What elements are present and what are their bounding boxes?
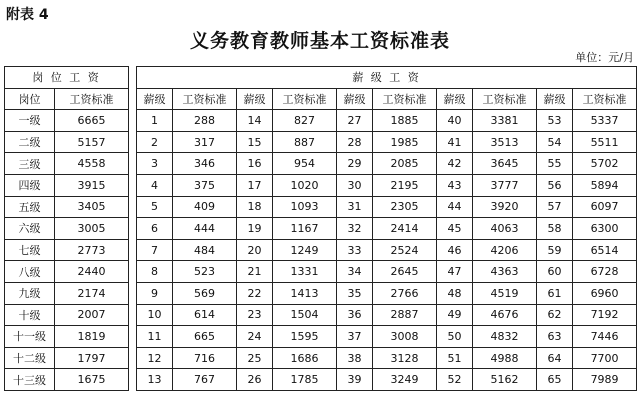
grade-salary-cell: 7192	[573, 304, 637, 326]
grade-salary-cell: 409	[173, 196, 237, 218]
position-name-cell: 十二级	[5, 347, 55, 369]
grade-salary-cell: 3128	[373, 347, 437, 369]
position-name-cell: 七级	[5, 239, 55, 261]
grade-standard-column-header: 工资标准	[373, 88, 437, 110]
grade-number-cell: 35	[337, 282, 373, 304]
grade-number-cell: 36	[337, 304, 373, 326]
position-name-cell: 五级	[5, 196, 55, 218]
grade-row	[137, 196, 637, 218]
position-salary-cell: 3915	[55, 174, 129, 196]
grade-number-cell: 53	[537, 110, 573, 132]
grade-salary-cell: 2195	[373, 174, 437, 196]
grade-row	[137, 326, 637, 348]
grade-salary-cell: 954	[273, 153, 337, 175]
grade-salary-cell: 1249	[273, 239, 337, 261]
grade-number-cell: 55	[537, 153, 573, 175]
grade-number-cell: 10	[137, 304, 173, 326]
grade-salary-cell: 523	[173, 261, 237, 283]
grade-number-cell: 51	[437, 347, 473, 369]
appendix-label: 附表 4	[6, 7, 49, 23]
grade-salary-table	[136, 66, 637, 391]
grade-standard-column-header: 工资标准	[573, 88, 637, 110]
grade-salary-cell: 1331	[273, 261, 337, 283]
position-name-cell: 十级	[5, 304, 55, 326]
position-row	[5, 304, 129, 326]
grade-number-cell: 52	[437, 369, 473, 391]
grade-salary-cell: 4206	[473, 239, 537, 261]
grade-salary-cell: 5702	[573, 153, 637, 175]
grade-number-cell: 50	[437, 326, 473, 348]
grade-salary-cell: 3513	[473, 131, 537, 153]
grade-salary-cell: 4519	[473, 282, 537, 304]
position-row	[5, 110, 129, 132]
grade-number-cell: 18	[237, 196, 273, 218]
grade-salary-cell: 614	[173, 304, 237, 326]
position-name-cell: 九级	[5, 282, 55, 304]
grade-number-cell: 7	[137, 239, 173, 261]
position-row	[5, 218, 129, 240]
grade-number-cell: 37	[337, 326, 373, 348]
grade-salary-cell: 4063	[473, 218, 537, 240]
grade-salary-cell: 1504	[273, 304, 337, 326]
position-row	[5, 239, 129, 261]
grade-column-header: 薪级	[437, 88, 473, 110]
grade-row	[137, 218, 637, 240]
grade-salary-cell: 767	[173, 369, 237, 391]
position-group-header: 岗 位 工 资	[5, 67, 129, 89]
grade-number-cell: 14	[237, 110, 273, 132]
grade-salary-cell: 4676	[473, 304, 537, 326]
position-salary-cell: 3405	[55, 196, 129, 218]
grade-salary-cell: 6960	[573, 282, 637, 304]
grade-salary-cell: 346	[173, 153, 237, 175]
grade-salary-cell: 887	[273, 131, 337, 153]
grade-salary-cell: 1020	[273, 174, 337, 196]
position-name-cell: 八级	[5, 261, 55, 283]
grade-number-cell: 61	[537, 282, 573, 304]
grade-salary-cell: 1785	[273, 369, 337, 391]
page-title: 义务教育教师基本工资标准表	[189, 30, 450, 52]
grade-number-cell: 56	[537, 174, 573, 196]
position-salary-cell: 1675	[55, 369, 129, 391]
grade-number-cell: 4	[137, 174, 173, 196]
grade-salary-cell: 5162	[473, 369, 537, 391]
unit-label: 单位：元/月	[575, 51, 634, 64]
grade-number-cell: 31	[337, 196, 373, 218]
position-salary-cell: 2007	[55, 304, 129, 326]
position-salary-cell: 2773	[55, 239, 129, 261]
grade-number-cell: 1	[137, 110, 173, 132]
grade-number-cell: 9	[137, 282, 173, 304]
grade-salary-cell: 5511	[573, 131, 637, 153]
grade-number-cell: 5	[137, 196, 173, 218]
position-row	[5, 282, 129, 304]
grade-salary-cell: 3381	[473, 110, 537, 132]
grade-number-cell: 45	[437, 218, 473, 240]
grade-salary-cell: 1885	[373, 110, 437, 132]
position-name-cell: 三级	[5, 153, 55, 175]
grade-number-cell: 39	[337, 369, 373, 391]
grade-column-header: 薪级	[237, 88, 273, 110]
position-name-cell: 十三级	[5, 369, 55, 391]
position-name-cell: 一级	[5, 110, 55, 132]
position-salary-cell: 3005	[55, 218, 129, 240]
grade-salary-cell: 1167	[273, 218, 337, 240]
grade-row	[137, 369, 637, 391]
grade-salary-cell: 4363	[473, 261, 537, 283]
grade-number-cell: 19	[237, 218, 273, 240]
grade-salary-cell: 2524	[373, 239, 437, 261]
grade-salary-cell: 2766	[373, 282, 437, 304]
grade-number-cell: 42	[437, 153, 473, 175]
grade-row	[137, 304, 637, 326]
grade-number-cell: 8	[137, 261, 173, 283]
grade-salary-cell: 7989	[573, 369, 637, 391]
position-salary-table	[4, 66, 129, 391]
grade-salary-cell: 1595	[273, 326, 337, 348]
grade-salary-cell: 716	[173, 347, 237, 369]
position-salary-cell: 1797	[55, 347, 129, 369]
grade-number-cell: 29	[337, 153, 373, 175]
grade-number-cell: 33	[337, 239, 373, 261]
grade-number-cell: 25	[237, 347, 273, 369]
grade-salary-cell: 3920	[473, 196, 537, 218]
grade-salary-cell: 6728	[573, 261, 637, 283]
grade-group-header: 薪 级 工 资	[137, 67, 637, 89]
grade-number-cell: 27	[337, 110, 373, 132]
grade-salary-cell: 5337	[573, 110, 637, 132]
grade-number-cell: 6	[137, 218, 173, 240]
grade-standard-column-header: 工资标准	[473, 88, 537, 110]
grade-salary-cell: 3249	[373, 369, 437, 391]
grade-number-cell: 26	[237, 369, 273, 391]
grade-row	[137, 347, 637, 369]
position-salary-cell: 6665	[55, 110, 129, 132]
position-row	[5, 261, 129, 283]
grade-number-cell: 44	[437, 196, 473, 218]
grade-salary-cell: 6097	[573, 196, 637, 218]
grade-column-header: 薪级	[537, 88, 573, 110]
grade-salary-cell: 484	[173, 239, 237, 261]
grade-row	[137, 131, 637, 153]
grade-salary-cell: 444	[173, 218, 237, 240]
grade-number-cell: 40	[437, 110, 473, 132]
grade-salary-cell: 7446	[573, 326, 637, 348]
grade-number-cell: 63	[537, 326, 573, 348]
grade-salary-cell: 6300	[573, 218, 637, 240]
grade-number-cell: 46	[437, 239, 473, 261]
position-row	[5, 347, 129, 369]
grade-number-cell: 13	[137, 369, 173, 391]
position-row	[5, 369, 129, 391]
grade-number-cell: 49	[437, 304, 473, 326]
grade-number-cell: 38	[337, 347, 373, 369]
position-row	[5, 153, 129, 175]
grade-standard-column-header: 工资标准	[173, 88, 237, 110]
grade-number-cell: 47	[437, 261, 473, 283]
grade-number-cell: 17	[237, 174, 273, 196]
grade-salary-cell: 7700	[573, 347, 637, 369]
grade-salary-cell: 375	[173, 174, 237, 196]
grade-number-cell: 48	[437, 282, 473, 304]
grade-number-cell: 24	[237, 326, 273, 348]
grade-salary-cell: 4832	[473, 326, 537, 348]
grade-number-cell: 41	[437, 131, 473, 153]
grade-number-cell: 34	[337, 261, 373, 283]
grade-number-cell: 30	[337, 174, 373, 196]
grade-number-cell: 2	[137, 131, 173, 153]
grade-number-cell: 21	[237, 261, 273, 283]
grade-number-cell: 60	[537, 261, 573, 283]
position-row	[5, 131, 129, 153]
grade-number-cell: 57	[537, 196, 573, 218]
grade-salary-cell: 1985	[373, 131, 437, 153]
position-name-cell: 六级	[5, 218, 55, 240]
grade-salary-cell: 2305	[373, 196, 437, 218]
grade-standard-column-header: 工资标准	[273, 88, 337, 110]
grade-row	[137, 153, 637, 175]
grade-salary-cell: 2645	[373, 261, 437, 283]
position-name-cell: 十一级	[5, 326, 55, 348]
grade-number-cell: 12	[137, 347, 173, 369]
position-salary-cell: 2174	[55, 282, 129, 304]
grade-salary-cell: 1686	[273, 347, 337, 369]
grade-number-cell: 11	[137, 326, 173, 348]
position-standard-column-header: 工资标准	[55, 88, 129, 110]
grade-salary-cell: 4988	[473, 347, 537, 369]
position-name-cell: 四级	[5, 174, 55, 196]
position-row	[5, 174, 129, 196]
grade-row	[137, 282, 637, 304]
grade-number-cell: 22	[237, 282, 273, 304]
grade-column-header: 薪级	[337, 88, 373, 110]
grade-number-cell: 62	[537, 304, 573, 326]
grade-number-cell: 15	[237, 131, 273, 153]
grade-salary-cell: 2414	[373, 218, 437, 240]
grade-number-cell: 43	[437, 174, 473, 196]
position-salary-cell: 4558	[55, 153, 129, 175]
grade-salary-cell: 1413	[273, 282, 337, 304]
grade-number-cell: 54	[537, 131, 573, 153]
grade-number-cell: 32	[337, 218, 373, 240]
grade-number-cell: 64	[537, 347, 573, 369]
grade-row	[137, 239, 637, 261]
position-name-cell: 二级	[5, 131, 55, 153]
position-salary-cell: 5157	[55, 131, 129, 153]
grade-number-cell: 65	[537, 369, 573, 391]
grade-number-cell: 58	[537, 218, 573, 240]
grade-salary-cell: 3645	[473, 153, 537, 175]
position-row	[5, 196, 129, 218]
grade-salary-cell: 5894	[573, 174, 637, 196]
grade-salary-cell: 6514	[573, 239, 637, 261]
position-salary-cell: 2440	[55, 261, 129, 283]
grade-salary-cell: 2887	[373, 304, 437, 326]
grade-number-cell: 59	[537, 239, 573, 261]
grade-number-cell: 28	[337, 131, 373, 153]
grade-salary-cell: 288	[173, 110, 237, 132]
grade-salary-cell: 1093	[273, 196, 337, 218]
position-column-header: 岗位	[5, 88, 55, 110]
grade-salary-cell: 569	[173, 282, 237, 304]
position-salary-cell: 1819	[55, 326, 129, 348]
grade-row	[137, 261, 637, 283]
grade-row	[137, 110, 637, 132]
grade-salary-cell: 2085	[373, 153, 437, 175]
grade-column-header: 薪级	[137, 88, 173, 110]
grade-number-cell: 3	[137, 153, 173, 175]
grade-salary-cell: 3008	[373, 326, 437, 348]
grade-salary-cell: 827	[273, 110, 337, 132]
grade-number-cell: 23	[237, 304, 273, 326]
position-row	[5, 326, 129, 348]
grade-salary-cell: 665	[173, 326, 237, 348]
grade-number-cell: 16	[237, 153, 273, 175]
grade-salary-cell: 317	[173, 131, 237, 153]
grade-number-cell: 20	[237, 239, 273, 261]
grade-salary-cell: 3777	[473, 174, 537, 196]
grade-row	[137, 174, 637, 196]
